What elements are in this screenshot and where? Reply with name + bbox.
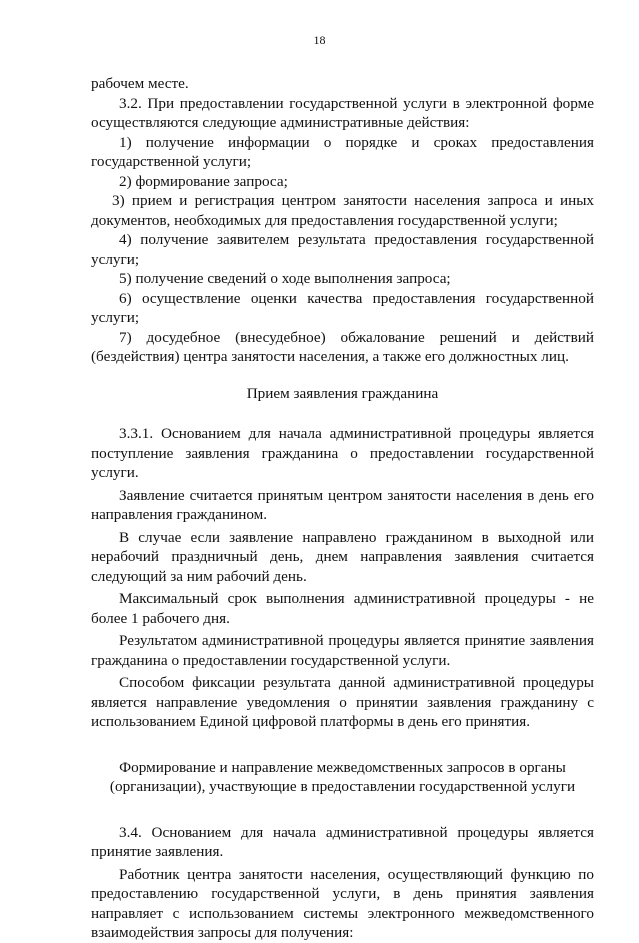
list-item-3: 3) прием и регистрация центром занятости населения запроса и иных документов, необходимых для предоставления государственной услуги; [91,192,594,229]
paragraph-3-4: 3.4. Основанием для начала административной процедуры является принятие заявления. [91,823,594,860]
list-item-4: 4) получение заявителем результата предоставления государственной услуги; [91,231,594,268]
paragraph-weekend: В случае если заявление направлено гражданином в выходной или нерабочий праздничный день, днем направления заявления считается следующий за ним рабочий день. [91,528,594,585]
list-item-2: 2) формирование запроса; [119,172,288,190]
paragraph-continuation: рабочем месте. [91,75,189,92]
list-item-6: 6) осуществление оценки качества предоставления государственной услуги; [91,289,594,326]
document-body [91,74,594,943]
page-number: 18 [313,33,326,47]
paragraph-max-term: Максимальный срок выполнения административной процедуры - не более 1 рабочего дня. [91,590,594,627]
section-heading-interagency-line-2: (организации), участвующие в предоставлении государственной услуги [109,778,576,795]
paragraph-3-3-1: 3.3.1. Основанием для начала административной процедуры является поступление заявления гражданина о предоставлении государственной услуги. [91,425,594,481]
section-heading-application: Прием заявления гражданина [246,384,439,402]
list-item-7: 7) досудебное (внесудебное) обжалование решений и действий (бездействия) центра занятости населения, а также его должностных лиц. [91,328,594,365]
list-item-5: 5) получение сведений о ходе выполнения запроса; [119,270,451,287]
paragraph-accepted: Заявление считается принятым центром занятости населения в день его направления гражданином. [91,486,594,523]
paragraph-3-2: 3.2. При предоставлении государственной услуги в электронной форме осуществляются следующие административные действия: [91,94,594,131]
paragraph-result: Результатом административной процедуры является принятие заявления гражданина о предоставлении государственной услуги. [91,632,594,669]
section-heading-interagency-line-1: Формирование и направление межведомственных запросов в органы [119,758,566,776]
paragraph-employee: Работник центра занятости населения, осуществляющий функцию по предоставлению государственной услуги, в день принятия заявления направляет с использованием системы электронного межведомственного взаимодействия запросы для получения: [91,865,594,941]
list-item-1: 1) получение информации о порядке и сроках предоставления государственной услуги; [91,133,594,170]
paragraph-fixation: Способом фиксации результата данной административной процедуры является направление уведомления о принятии заявления гражданину с использованием Единой цифровой платформы в день его принятия. [91,674,594,730]
